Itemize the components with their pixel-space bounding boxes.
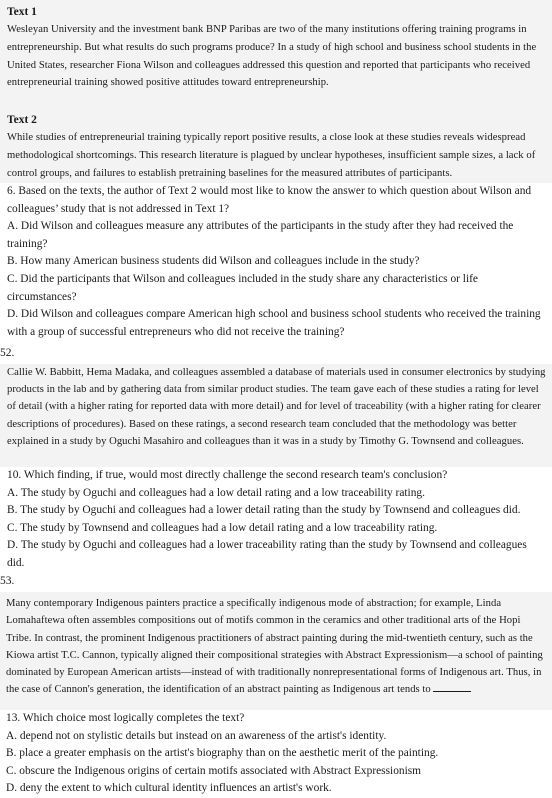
item-number-52 <box>0 345 552 361</box>
question-13-option-a[interactable]: A. depend not on stylistic details but instead on an awareness of the artist's identity. <box>6 729 387 742</box>
passage-52-text: Callie W. Babbitt, Hema Madaka, and colleagues assembled a database of materials used in consumer electronics by studying products in the lab and by gathering data from similar product studies. The team gave each of these studies a rating for level of detail (with a higher rating for reported data with more detail) and for level of traceability (with a higher rating for clearer descriptions of procedures). Based on these ratings, a second research team concluded that the methodology was better explained in a study by Oguchi Masahiro and colleagues than it was in a study by Timothy G. Townsend and colleagues. <box>7 367 546 447</box>
passage-53-body: Many contemporary Indigenous painters practice a specifically indigenous mode of abstraction; for example, Linda Lomahaftewa often assembles compositions out of motifs common in the ceramics and other traditional arts of the Hopi Tribe. In contrast, the prominent Indigenous practitioners of abstract painting during the mid-twentieth century, such as the Kiowa artist T.C. Cannon, typically aligned their compositional strategies with Abstract Expressionism—a school of painting dominated by European American artists—instead of with traditionally nonrepresentational forms of Indigenous art. Thus, in the case of Cannon's generation, the identification of an abstract painting as Indigenous art tends to <box>6 598 543 696</box>
text1-title: Text 1 <box>7 6 37 18</box>
question-6 <box>0 183 552 341</box>
text2-body: While studies of entrepreneurial training typically report positive results, a close look at these studies reveals widespread methodological shortcomings. This research literature is plagued by unclear hypotheses, insufficient sample sizes, a lack of control groups, and failures to establish pretraining baselines for the measured attributes of participants. <box>7 132 536 179</box>
question-6-option-a[interactable]: A. Did Wilson and colleagues measure any attributes of the participants in the study after they had received the training? <box>7 220 514 250</box>
question-6-stem: 6. Based on the texts, the author of Text 2 would most like to know the answer to which question about Wilson and colleagues’ study that is not addressed in Text 1? <box>7 185 532 215</box>
question-13-option-c[interactable]: C. obscure the Indigenous origins of certain motifs associated with Abstract Expressionism <box>6 764 422 777</box>
text1-body: Wesleyan University and the investment bank BNP Paribas are two of the many institutions offering training programs in entrepreneurship. But what results do such programs produce? In a study of high school and business school students in the United States, researcher Fiona Wilson and colleagues addressed this question and reported that participants who received entrepreneurial training showed positive attitudes toward entrepreneurship. <box>7 24 537 89</box>
answer-blank <box>433 681 471 692</box>
item-52-label: 52. <box>0 347 15 359</box>
question-13 <box>0 710 552 798</box>
question-6-option-c[interactable]: C. Did the participants that Wilson and colleagues included in the study share any characteristics or life circumstances? <box>7 272 478 303</box>
passage-53-text <box>6 595 546 699</box>
question-10 <box>0 467 552 573</box>
text2-title: Text 2 <box>7 114 37 127</box>
question-10-option-d[interactable]: D. The study by Oguchi and colleagues had a lower traceability rating than the study by Townsend and colleagues did. <box>7 539 527 569</box>
question-10-option-c[interactable]: C. The study by Townsend and colleagues had a low detail rating and a low traceability rating. <box>7 521 438 534</box>
item-number-53 <box>0 573 552 589</box>
question-6-option-b[interactable]: B. How many American business students did Wilson and colleagues include in the study? <box>7 255 420 268</box>
question-10-option-a[interactable]: A. The study by Oguchi and colleagues had a low detail rating and a low traceability rating. <box>7 486 425 499</box>
question-10-stem: 10. Which finding, if true, would most directly challenge the second research team's conclusion? <box>7 469 448 481</box>
passage-52 <box>0 364 552 467</box>
question-13-stem: 13. Which choice most logically completes the text? <box>6 712 245 724</box>
paired-passages <box>0 0 552 183</box>
question-13-option-b[interactable]: B. place a greater emphasis on the artist's biography than on the aesthetic merit of the painting. <box>6 747 439 760</box>
question-13-option-d[interactable]: D. deny the extent to which cultural identity influences an artist's work. <box>6 782 332 795</box>
passage-53 <box>0 592 552 710</box>
item-53-label: 53. <box>0 575 15 587</box>
question-6-option-d[interactable]: D. Did Wilson and colleagues compare American high school and business school students who received the training with a group of successful entrepreneurs who did not receive the training? <box>7 308 541 338</box>
question-10-option-b[interactable]: B. The study by Oguchi and colleagues had a lower detail rating than the study by Townsend and colleagues did. <box>7 504 521 517</box>
